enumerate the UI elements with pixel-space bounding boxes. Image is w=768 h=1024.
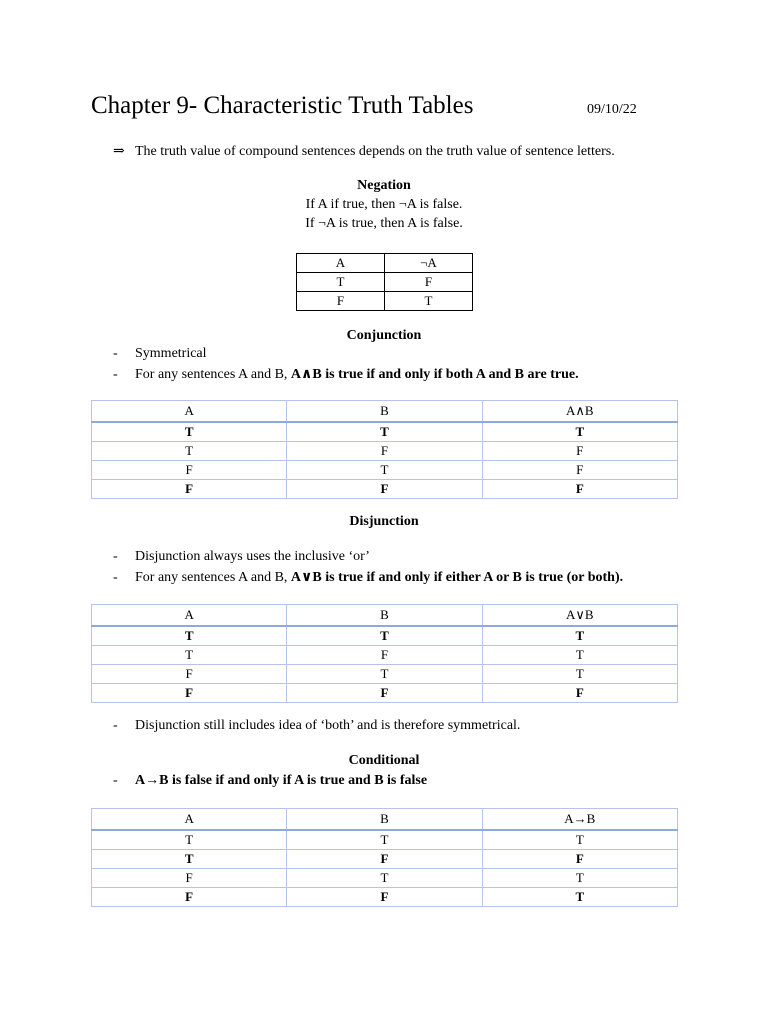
- conjunction-bullet-2: [113, 366, 579, 383]
- negation-line-2: If ¬A is true, then A is false.: [305, 216, 463, 231]
- bullet-marker: -: [113, 773, 118, 788]
- table-header-cell: A: [297, 254, 385, 273]
- table-cell: F: [92, 461, 287, 480]
- table-header-cell: A∨B: [482, 605, 677, 627]
- table-cell: F: [482, 850, 677, 869]
- table-row: [92, 888, 678, 907]
- bullet-text: Symmetrical: [135, 346, 207, 361]
- page-title: Chapter 9- Characteristic Truth Tables: [91, 92, 474, 119]
- bullet-marker: -: [113, 549, 118, 564]
- disjunction-table: [91, 604, 678, 703]
- table-cell: T: [482, 422, 677, 442]
- table-cell: F: [287, 850, 482, 869]
- table-row: [297, 292, 473, 311]
- table-header-cell: B: [287, 401, 482, 423]
- negation-table: [296, 253, 473, 311]
- table-header-row: [297, 254, 473, 273]
- conditional-bullet-1: [113, 773, 427, 789]
- table-cell: T: [482, 646, 677, 665]
- table-cell: T: [92, 422, 287, 442]
- bullet-text: For any sentences A and B,: [135, 570, 291, 585]
- page-date: 09/10/22: [587, 102, 637, 117]
- table-row: [92, 646, 678, 665]
- table-cell: F: [482, 480, 677, 499]
- table-header-cell: B: [287, 809, 482, 831]
- negation-line-1: If A if true, then ¬A is false.: [305, 197, 463, 212]
- disjunction-bullet-1: [113, 549, 370, 565]
- table-header-row: [92, 401, 678, 423]
- table-cell: F: [92, 684, 287, 703]
- table-header-cell: A: [92, 401, 287, 423]
- table-cell: T: [482, 830, 677, 850]
- bullet-bold-text: A∨B is true if and only if either A or B is true (or both).: [290, 570, 624, 585]
- intro-text: The truth value of compound sentences depends on the truth value of sentence letters.: [135, 144, 615, 159]
- table-cell: F: [482, 442, 677, 461]
- table-cell: F: [287, 646, 482, 665]
- table-cell: T: [287, 422, 482, 442]
- table-header-cell: A: [92, 605, 287, 627]
- table-cell: F: [92, 869, 287, 888]
- bullet-bold-text: A→B is false if and only if A is true and B is false: [135, 773, 428, 788]
- table-row: [297, 273, 473, 292]
- table-cell: F: [287, 888, 482, 907]
- bullet-marker: -: [113, 367, 118, 382]
- table-row: [92, 626, 678, 646]
- table-row: [92, 422, 678, 442]
- conditional-table: [91, 808, 678, 907]
- table-cell: T: [482, 869, 677, 888]
- table-cell: T: [92, 442, 287, 461]
- table-cell: F: [384, 273, 472, 292]
- header: [91, 92, 651, 126]
- bullet-text: Disjunction always uses the inclusive ‘or’: [135, 549, 370, 564]
- table-header-cell: ¬A: [384, 254, 472, 273]
- table-header-cell: A∧B: [482, 401, 677, 423]
- table-cell: T: [287, 461, 482, 480]
- table-cell: T: [482, 626, 677, 646]
- table-row: [92, 684, 678, 703]
- conditional-heading: Conditional: [348, 753, 420, 768]
- table-row: [92, 665, 678, 684]
- table-cell: T: [384, 292, 472, 311]
- table-cell: F: [297, 292, 385, 311]
- bullet-text: For any sentences A and B,: [135, 367, 291, 382]
- table-row: [92, 850, 678, 869]
- table-header-row: [92, 809, 678, 831]
- table-cell: T: [92, 646, 287, 665]
- conjunction-table: [91, 400, 678, 499]
- table-cell: F: [287, 442, 482, 461]
- table-cell: T: [287, 869, 482, 888]
- disjunction-bullet-2: [113, 569, 623, 586]
- intro-line: [113, 143, 615, 160]
- table-row: [92, 461, 678, 480]
- table-header-cell: A→B: [482, 809, 677, 831]
- table-cell: T: [92, 830, 287, 850]
- table-cell: F: [287, 480, 482, 499]
- bullet-marker: -: [113, 570, 118, 585]
- bullet-text: Disjunction still includes idea of ‘both’ and is therefore symmetrical.: [135, 718, 521, 733]
- table-cell: F: [92, 480, 287, 499]
- table-header-cell: A: [92, 809, 287, 831]
- table-row: [92, 442, 678, 461]
- table-cell: T: [297, 273, 385, 292]
- table-cell: T: [92, 850, 287, 869]
- table-cell: T: [287, 830, 482, 850]
- table-cell: F: [287, 684, 482, 703]
- disjunction-heading: Disjunction: [349, 514, 419, 529]
- table-cell: T: [482, 888, 677, 907]
- table-row: [92, 869, 678, 888]
- bullet-bold-text: A∧B is true if and only if both A and B are true.: [290, 367, 579, 382]
- conjunction-heading: Conjunction: [346, 328, 422, 343]
- table-header-cell: B: [287, 605, 482, 627]
- table-cell: T: [92, 626, 287, 646]
- table-header-row: [92, 605, 678, 627]
- table-cell: F: [482, 461, 677, 480]
- table-cell: F: [92, 665, 287, 684]
- table-cell: T: [287, 626, 482, 646]
- table-cell: F: [482, 684, 677, 703]
- table-row: [92, 830, 678, 850]
- disjunction-note: [113, 718, 520, 734]
- table-row: [92, 480, 678, 499]
- bullet-marker: -: [113, 346, 118, 361]
- bullet-marker: -: [113, 718, 118, 733]
- negation-heading: Negation: [357, 178, 411, 193]
- table-cell: F: [92, 888, 287, 907]
- conjunction-bullet-1: [113, 346, 207, 362]
- table-cell: T: [287, 665, 482, 684]
- table-cell: T: [482, 665, 677, 684]
- implies-arrow-icon: ⇒: [113, 144, 125, 159]
